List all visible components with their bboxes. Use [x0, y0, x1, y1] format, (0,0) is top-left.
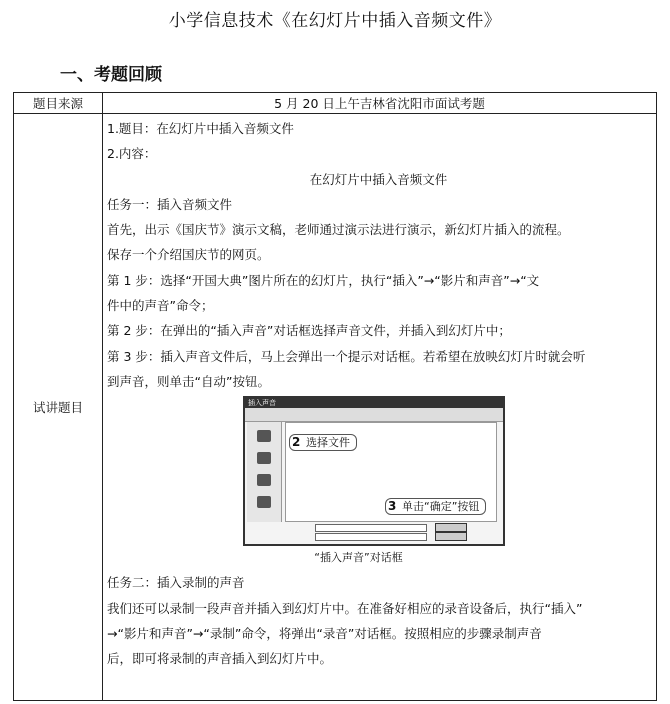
content-line: →“影片和声音”→“录制”命令，将弹出“录音”对话框。按照相应的步骤录制声音 — [107, 625, 542, 641]
documents-icon — [257, 474, 271, 486]
content-line: 第 1 步：选择“开国大典”图片所在的幻灯片，执行“插入”→“影片和声音”→“文 — [107, 272, 540, 288]
callout-number: 3 — [388, 499, 397, 514]
dialog-toolbar — [245, 408, 503, 422]
dialog-screenshot — [243, 396, 505, 546]
ok-button — [435, 523, 467, 532]
table-content-row — [14, 114, 657, 701]
dialog-bottom-fields — [285, 523, 495, 541]
content-line: 任务一：插入音频文件 — [107, 196, 233, 212]
file-type-field — [315, 533, 427, 541]
content-line: 2.内容： — [107, 146, 157, 162]
section-heading: 一、考题回顾 — [60, 65, 162, 85]
exam-table — [13, 92, 657, 701]
callout-click-ok — [385, 498, 486, 515]
callout-text: 选择文件 — [306, 436, 350, 450]
content-line: 到声音，则单击“自动”按钮。 — [107, 373, 270, 389]
content-line: 1.题目：在幻灯片中插入音频文件 — [107, 121, 294, 136]
content-line: 我们还可以录制一段声音并插入到幻灯片中。在准备好相应的录音设备后，执行“插入” — [107, 600, 583, 616]
figure-caption: “插入声音”对话框 — [314, 551, 403, 565]
source-label: 题目来源 — [14, 93, 103, 114]
content-line: 任务二：插入录制的声音 — [107, 575, 245, 591]
source-value: 5 月 20 日上午吉林省沈阳市面试考题 — [103, 93, 657, 114]
content-line: 首先，出示《国庆节》演示文稿，老师通过演示法进行演示，新幻灯片插入的流程。 — [107, 222, 570, 238]
document-title: 小学信息技术《在幻灯片中插入音频文件》 — [168, 11, 502, 31]
content-line: 第 3 步：插入声音文件后，马上会弹出一个提示对话框。若希望在放映幻灯片时就会听 — [107, 348, 586, 364]
content-line: 第 2 步：在弹出的“插入声音”对话框选择声音文件，并插入到幻灯片中； — [107, 323, 511, 339]
recent-folder-icon — [257, 430, 271, 442]
content-subtitle: 在幻灯片中插入音频文件 — [309, 171, 448, 187]
callout-text: 单击“确定”按钮 — [402, 500, 480, 514]
desktop-icon — [257, 452, 271, 464]
callout-select-file — [289, 434, 357, 451]
dialog-titlebar: 插入声音 — [245, 398, 503, 408]
content-line: 保存一个介绍国庆节的网页。 — [107, 247, 270, 263]
table-header-row — [14, 93, 657, 114]
callout-number: 2 — [292, 435, 301, 450]
topic-label: 试讲题目 — [14, 114, 103, 701]
dialog-places-bar — [247, 422, 282, 522]
content-line: 后，即可将录制的声音插入到幻灯片中。 — [107, 651, 333, 667]
content-line: 件中的声音”命令； — [107, 298, 214, 314]
cancel-button — [435, 532, 467, 541]
computer-icon — [257, 496, 271, 508]
file-name-field — [315, 524, 427, 532]
topic-content — [103, 114, 657, 701]
